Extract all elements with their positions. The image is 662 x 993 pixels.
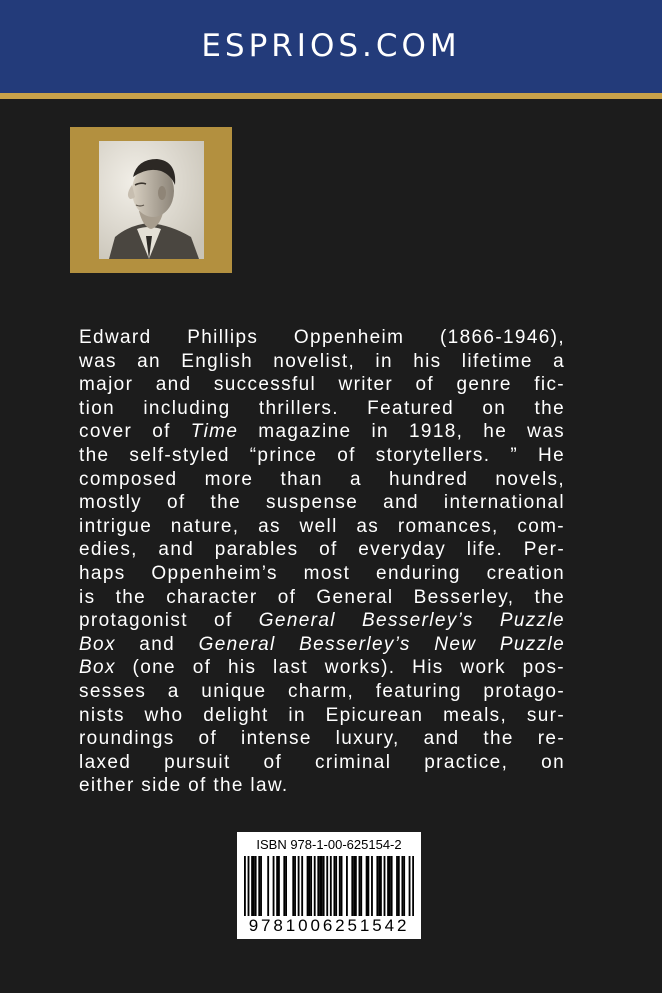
barcode-bar xyxy=(276,856,278,922)
barcode-bar xyxy=(355,856,357,922)
barcode-bar xyxy=(310,856,312,922)
bio-text: and xyxy=(115,633,199,655)
barcode-bar xyxy=(255,856,257,922)
author-biography xyxy=(79,326,565,798)
bio-line: is the character of General Besserley, the xyxy=(79,586,565,608)
barcode-bar xyxy=(351,856,353,922)
barcode-bar xyxy=(376,856,378,922)
bio-line: nists who delight in Epicurean meals, sur- xyxy=(79,704,565,726)
header-band xyxy=(0,0,662,93)
author-portrait xyxy=(99,141,204,259)
bio-text: (one of his last works). His work pos- xyxy=(115,657,565,679)
barcode-bar xyxy=(403,856,405,922)
bio-italic-title: Box xyxy=(79,657,116,679)
bio-line: intrigue nature, as well as romances, com- xyxy=(79,515,565,537)
barcode-bar xyxy=(389,856,391,922)
barcode-bar xyxy=(273,856,275,922)
barcode-bar xyxy=(387,856,389,922)
bio-line: edies, and parables of everyday life. Per- xyxy=(79,539,565,561)
bio-line: major and successful writer of genre fic- xyxy=(79,374,565,396)
barcode-bar xyxy=(317,856,319,922)
barcode-bar xyxy=(298,856,300,922)
barcode-bar xyxy=(319,856,321,922)
barcode-bar xyxy=(321,856,323,922)
barcode-bar xyxy=(301,856,303,922)
barcode-bar xyxy=(267,856,269,922)
barcode-bar xyxy=(380,856,382,922)
bio-line xyxy=(79,609,565,633)
barcode-bar xyxy=(326,856,328,922)
barcode-bar xyxy=(330,856,332,922)
bio-line: was an English novelist, in his lifetime a xyxy=(79,350,565,372)
isbn-barcode xyxy=(237,832,421,939)
barcode-bar xyxy=(378,856,380,922)
barcode-bar xyxy=(398,856,400,922)
barcode-bar xyxy=(285,856,287,922)
bio-line: roundings of intense luxury, and the re- xyxy=(79,728,565,750)
barcode-bar xyxy=(396,856,398,922)
bio-line: mostly of the suspense and international xyxy=(79,492,565,514)
bio-line: haps Oppenheim’s most enduring creation xyxy=(79,562,565,584)
bio-line: laxed pursuit of criminal practice, on xyxy=(79,751,565,773)
site-name: ESPRIOS.COM xyxy=(201,28,461,64)
barcode-bar xyxy=(409,856,411,922)
barcode-bar xyxy=(323,856,325,922)
barcode-bar xyxy=(360,856,362,922)
barcode-bar xyxy=(391,856,393,922)
barcode-bar xyxy=(341,856,343,922)
barcode-bar xyxy=(401,856,403,922)
barcode-bar xyxy=(248,856,250,922)
barcode-bar xyxy=(367,856,369,922)
bio-line xyxy=(79,633,565,657)
bio-text: magazine in 1918, he was xyxy=(238,421,565,443)
barcode-bar xyxy=(260,856,262,922)
barcode-bar xyxy=(314,856,316,922)
barcode-bar xyxy=(278,856,280,922)
barcode-bar xyxy=(412,856,414,922)
barcode-bar xyxy=(292,856,294,922)
portrait-frame xyxy=(70,127,232,273)
bio-line: sesses a unique charm, featuring protago- xyxy=(79,680,565,702)
barcode-bar xyxy=(384,856,386,922)
barcode-bar xyxy=(335,856,337,922)
barcode-bar xyxy=(283,856,285,922)
bio-italic-title: General Besserley’s Puzzle xyxy=(258,610,565,632)
barcode-bar xyxy=(333,856,335,922)
bio-text: protagonist of xyxy=(79,610,259,632)
bio-italic-title: General Besserley’s New Puzzle xyxy=(198,633,565,655)
barcode-bar xyxy=(371,856,373,922)
bio-line xyxy=(79,656,565,680)
barcode-bar xyxy=(366,856,368,922)
barcode-bar xyxy=(251,856,253,922)
barcode-bar xyxy=(258,856,260,922)
barcode-bar xyxy=(359,856,361,922)
barcode-bar xyxy=(353,856,355,922)
bio-italic-title: Time xyxy=(190,421,239,443)
barcode-digits: 9781006251542 xyxy=(243,916,415,936)
bio-line: either side of the law. xyxy=(79,775,289,797)
bio-line: tion including thrillers. Featured on the xyxy=(79,397,565,419)
bio-line: composed more than a hundred novels, xyxy=(79,468,565,490)
author-portrait-image xyxy=(99,141,204,259)
bio-line: Edward Phillips Oppenheim (1866-1946), xyxy=(79,327,565,348)
isbn-label: ISBN 978-1-00-625154-2 xyxy=(256,837,402,852)
gold-divider xyxy=(0,93,662,99)
barcode-bars xyxy=(244,856,414,922)
barcode-bar xyxy=(244,856,246,922)
bio-italic-title: Box xyxy=(79,633,116,655)
barcode-bar xyxy=(346,856,348,922)
barcode-bar xyxy=(253,856,255,922)
barcode-bar xyxy=(339,856,341,922)
barcode-bar xyxy=(294,856,296,922)
barcode-bar xyxy=(307,856,309,922)
bio-line xyxy=(79,420,565,444)
barcode-bar xyxy=(308,856,310,922)
bio-text: cover of xyxy=(79,421,191,443)
bio-line: the self-styled “prince of storytellers. ” He xyxy=(79,444,565,466)
